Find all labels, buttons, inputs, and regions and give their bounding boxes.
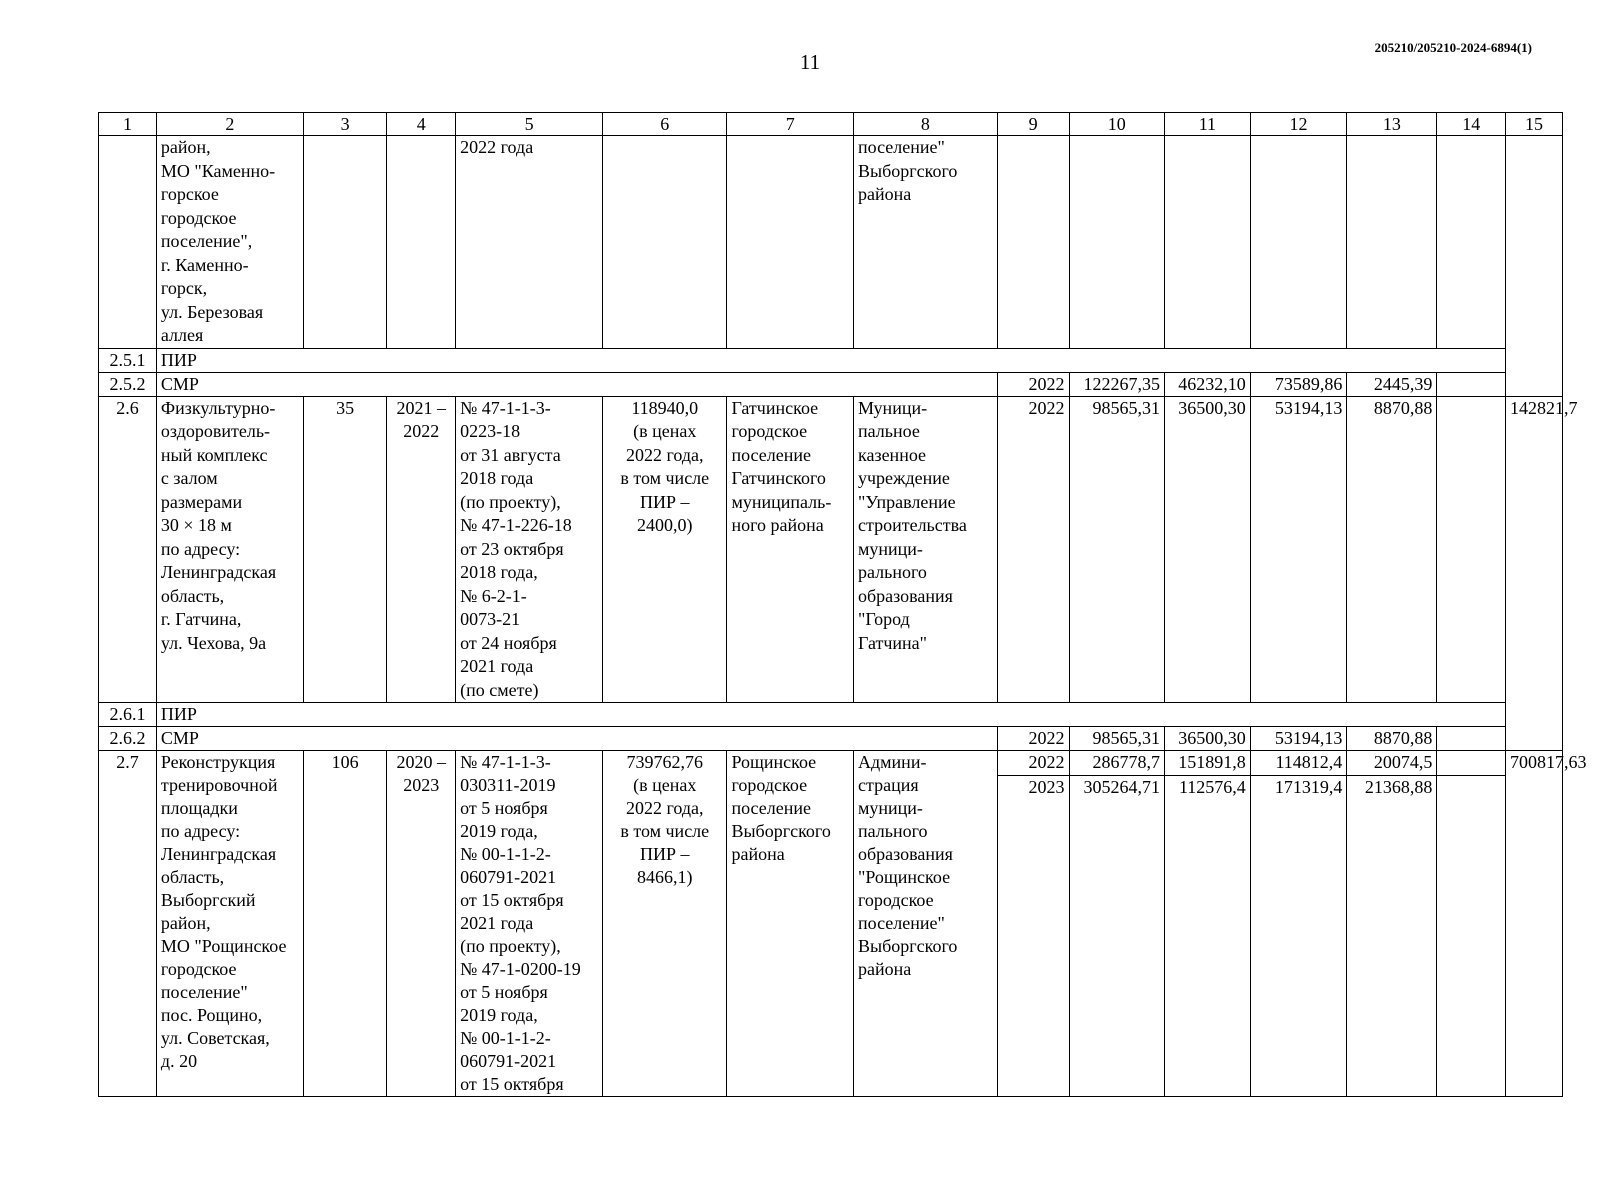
row-number: 2.6.1: [99, 703, 157, 727]
period: 2020 – 2023: [387, 751, 456, 1097]
local-funds: 8870,88: [1347, 396, 1437, 703]
row-number: 2.6: [99, 396, 157, 703]
row-label: СМР: [156, 372, 997, 396]
column-header: 2: [156, 113, 303, 136]
local-funds: 2445,39: [1347, 372, 1437, 396]
regional-funds: 73589,86: [1250, 372, 1347, 396]
federal-funds: 151891,8: [1165, 751, 1251, 776]
column-header: 1: [99, 113, 157, 136]
page-number: 11: [799, 50, 821, 74]
capacity: 106: [303, 751, 387, 1097]
column-header: 5: [456, 113, 603, 136]
regional-funds: 171319,4: [1250, 775, 1347, 1096]
federal-funds: 112576,4: [1165, 775, 1251, 1096]
local-funds: 20074,5: [1347, 751, 1437, 776]
object-name: район, МО "Каменно- горское городское поселение", г. Каменно- горск, ул. Березовая аллея: [156, 136, 303, 349]
column-header: 9: [997, 113, 1069, 136]
federal-funds: 36500,30: [1165, 396, 1251, 703]
total: 286778,7: [1069, 751, 1164, 776]
remaining-cost: 700817,63: [1506, 751, 1563, 1097]
column-header: 15: [1506, 113, 1563, 136]
total: 122267,35: [1069, 372, 1164, 396]
federal-funds: 36500,30: [1165, 727, 1251, 751]
total: 98565,31: [1069, 396, 1164, 703]
column-header: 14: [1437, 113, 1506, 136]
row-label: ПИР: [156, 348, 1505, 372]
budget-table: [98, 112, 1587, 1097]
municipality: Рощинское городское поселение Выборгского района: [727, 751, 854, 1097]
customer: поселение" Выборгского района: [854, 136, 998, 349]
table-row: [99, 751, 1563, 776]
federal-funds: 46232,10: [1165, 372, 1251, 396]
column-header: 6: [603, 113, 727, 136]
expertise-doc: № 47-1-1-3- 0223-18 от 31 августа 2018 года (по проекту), № 47-1-226-18 от 23 октября 2018 года, № 6-2-1- 0073-21 от 24 ноября 2021 года (по смете): [456, 396, 603, 703]
column-header: 12: [1250, 113, 1347, 136]
row-label: ПИР: [156, 703, 1505, 727]
row-label: СМР: [156, 727, 997, 751]
object-name: Физкультурно- оздоровитель- ный комплекс с залом размерами 30 × 18 м по адресу: Ленинградская область, г. Гатчина, ул. Чехова, 9а: [156, 396, 303, 703]
table-row: [99, 348, 1563, 372]
column-header: 4: [387, 113, 456, 136]
total: 98565,31: [1069, 727, 1164, 751]
table-row: [99, 372, 1563, 396]
row-number: 2.7: [99, 751, 157, 1097]
table-row: [99, 703, 1563, 727]
column-header: 13: [1347, 113, 1437, 136]
column-number-row: [99, 113, 1563, 136]
column-header: 10: [1069, 113, 1164, 136]
customer: Админи- страция муници- пального образования "Рощинское городское поселение" Выборгского района: [854, 751, 998, 1097]
local-funds: 8870,88: [1347, 727, 1437, 751]
regional-funds: 53194,13: [1250, 727, 1347, 751]
year: 2023: [997, 775, 1069, 1096]
row-number: 2.6.2: [99, 727, 157, 751]
column-header: 8: [854, 113, 998, 136]
customer: Муници- пальное казенное учреждение "Управление строительства муници- pального образования "Город Гатчина": [854, 396, 998, 703]
expertise-doc: 2022 года: [456, 136, 603, 349]
row-number: 2.5.1: [99, 348, 157, 372]
municipality: Гатчинское городское поселение Гатчинского муниципаль- ного района: [727, 396, 854, 703]
regional-funds: 114812,4: [1250, 751, 1347, 776]
period: 2021 – 2022: [387, 396, 456, 703]
table-row: [99, 396, 1563, 703]
regional-funds: 53194,13: [1250, 396, 1347, 703]
table-row: [99, 136, 1563, 349]
estimated-cost: 739762,76 (в ценах 2022 года, в том числе ПИР – 8466,1): [603, 751, 727, 1097]
expertise-doc: № 47-1-1-3- 030311-2019 от 5 ноября 2019 года, № 00-1-1-2- 060791-2021 от 15 октября 2021 года (по проекту), № 47-1-0200-19 от 5 ноября 2019 года, № 00-1-1-2- 060791-2021 от 15 октября: [456, 751, 603, 1097]
column-header: 11: [1165, 113, 1251, 136]
row-number: 2.5.2: [99, 372, 157, 396]
estimated-cost: 118940,0 (в ценах 2022 года, в том числе ПИР – 2400,0): [603, 396, 727, 703]
year: 2022: [997, 396, 1069, 703]
local-funds: 21368,88: [1347, 775, 1437, 1096]
column-header: 3: [303, 113, 387, 136]
column-header: 7: [727, 113, 854, 136]
year: 2022: [997, 372, 1069, 396]
year: 2022: [997, 727, 1069, 751]
remaining-cost: 142821,7: [1506, 396, 1563, 751]
total: 305264,71: [1069, 775, 1164, 1096]
year: 2022: [997, 751, 1069, 776]
capacity: 35: [303, 396, 387, 703]
document-code: 205210/205210-2024-6894(1): [1374, 40, 1532, 55]
object-name: Реконструкция тренировочной площадки по адресу: Ленинградская область, Выборгский район, МО "Рощинское городское поселение" пос. Рощино, ул. Советская, д. 20: [156, 751, 303, 1097]
table-row: [99, 727, 1563, 751]
